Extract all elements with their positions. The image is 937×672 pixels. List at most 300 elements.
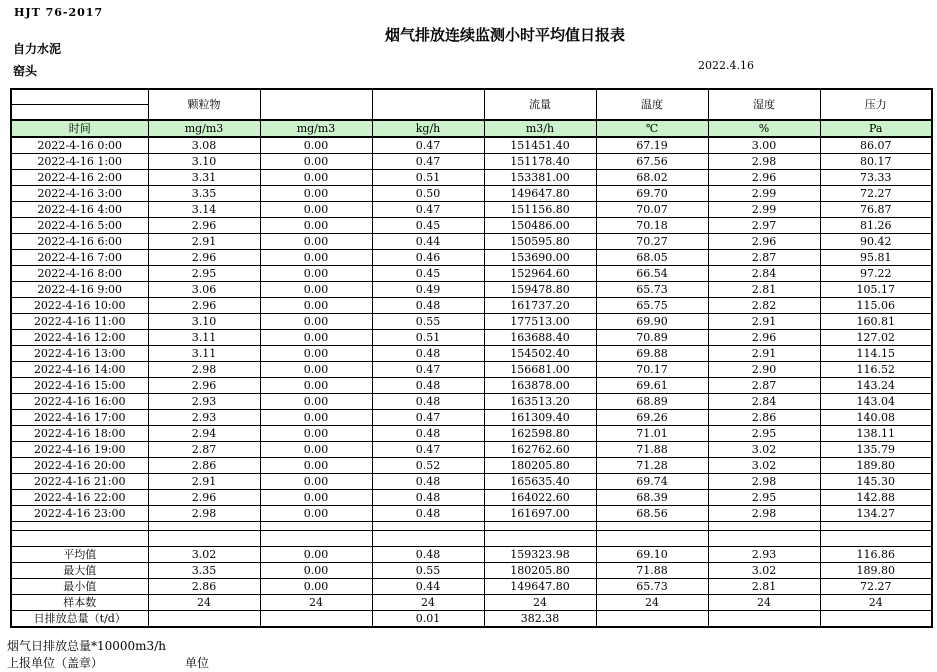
value-cell: 3.31 <box>148 170 260 186</box>
time-cell: 2022-4-16 19:00 <box>11 442 148 458</box>
footer-total-note: 烟气日排放总量*10000m3/h <box>7 639 166 653</box>
summary-value-cell: 189.80 <box>820 563 932 579</box>
value-cell: 68.05 <box>596 250 708 266</box>
report-table <box>10 88 933 628</box>
summary-value-cell: 72.27 <box>820 579 932 595</box>
value-cell: 163513.20 <box>484 394 596 410</box>
value-cell: 2.91 <box>708 314 820 330</box>
value-cell: 2.98 <box>708 506 820 522</box>
time-cell: 2022-4-16 8:00 <box>11 266 148 282</box>
value-cell: 0.47 <box>372 442 484 458</box>
value-cell: 3.06 <box>148 282 260 298</box>
value-cell: 2.96 <box>148 490 260 506</box>
table-row <box>11 346 932 362</box>
value-cell: 68.56 <box>596 506 708 522</box>
summary-value-cell: 65.73 <box>596 579 708 595</box>
summary-value-cell: 2.81 <box>708 579 820 595</box>
summary-row <box>11 595 932 611</box>
summary-value-cell: 24 <box>484 595 596 611</box>
value-cell: 69.90 <box>596 314 708 330</box>
table-body <box>11 137 932 627</box>
value-cell: 65.75 <box>596 298 708 314</box>
value-cell: 2.96 <box>148 218 260 234</box>
summary-value-cell: 0.01 <box>372 611 484 628</box>
summary-value-cell: 69.10 <box>596 547 708 563</box>
value-cell: 0.47 <box>372 362 484 378</box>
value-cell: 153381.00 <box>484 170 596 186</box>
summary-value-cell: 2.93 <box>708 547 820 563</box>
table-row <box>11 298 932 314</box>
value-cell: 0.00 <box>260 458 372 474</box>
empty-cell <box>596 522 708 531</box>
spacer-row <box>11 531 932 547</box>
value-cell: 68.02 <box>596 170 708 186</box>
table-row <box>11 314 932 330</box>
empty-cell <box>11 522 148 531</box>
empty-cell <box>148 522 260 531</box>
value-cell: 140.08 <box>820 410 932 426</box>
value-cell: 0.47 <box>372 410 484 426</box>
table-row <box>11 170 932 186</box>
value-cell: 68.39 <box>596 490 708 506</box>
summary-value-cell <box>596 611 708 628</box>
value-cell: 70.07 <box>596 202 708 218</box>
value-cell: 70.18 <box>596 218 708 234</box>
summary-label-cell: 样本数 <box>11 595 148 611</box>
summary-label-cell: 最大值 <box>11 563 148 579</box>
summary-value-cell: 149647.80 <box>484 579 596 595</box>
summary-row <box>11 611 932 628</box>
time-cell: 2022-4-16 7:00 <box>11 250 148 266</box>
value-cell: 0.51 <box>372 170 484 186</box>
value-cell: 0.00 <box>260 346 372 362</box>
value-cell: 0.00 <box>260 202 372 218</box>
value-cell: 2.99 <box>708 186 820 202</box>
value-cell: 0.00 <box>260 410 372 426</box>
value-cell: 2.98 <box>708 154 820 170</box>
value-cell: 165635.40 <box>484 474 596 490</box>
summary-value-cell: 2.86 <box>148 579 260 595</box>
summary-row <box>11 579 932 595</box>
empty-cell <box>372 531 484 547</box>
value-cell: 2.91 <box>708 346 820 362</box>
value-cell: 69.61 <box>596 378 708 394</box>
time-cell: 2022-4-16 22:00 <box>11 490 148 506</box>
value-cell: 2.87 <box>148 442 260 458</box>
summary-value-cell: 3.02 <box>148 547 260 563</box>
time-cell: 2022-4-16 3:00 <box>11 186 148 202</box>
value-cell: 81.26 <box>820 218 932 234</box>
summary-value-cell: 116.86 <box>820 547 932 563</box>
time-cell: 2022-4-16 12:00 <box>11 330 148 346</box>
value-cell: 135.79 <box>820 442 932 458</box>
value-cell: 162762.60 <box>484 442 596 458</box>
value-cell: 161737.20 <box>484 298 596 314</box>
table-row <box>11 330 932 346</box>
summary-value-cell: 3.02 <box>708 563 820 579</box>
table-row <box>11 154 932 170</box>
value-cell: 2.93 <box>148 410 260 426</box>
table-row <box>11 458 932 474</box>
time-cell: 2022-4-16 15:00 <box>11 378 148 394</box>
table-row <box>11 362 932 378</box>
table-row <box>11 250 932 266</box>
value-cell: 2.86 <box>708 410 820 426</box>
value-cell: 2.96 <box>148 298 260 314</box>
value-cell: 163688.40 <box>484 330 596 346</box>
time-cell: 2022-4-16 21:00 <box>11 474 148 490</box>
value-cell: 138.11 <box>820 426 932 442</box>
summary-label-cell: 日排放总量（t/d） <box>11 611 148 628</box>
table-row <box>11 506 932 522</box>
value-cell: 2.86 <box>148 458 260 474</box>
value-cell: 0.00 <box>260 490 372 506</box>
summary-value-cell: 24 <box>708 595 820 611</box>
summary-value-cell: 24 <box>596 595 708 611</box>
summary-value-cell: 24 <box>372 595 484 611</box>
value-cell: 143.24 <box>820 378 932 394</box>
value-cell: 3.10 <box>148 154 260 170</box>
summary-value-cell: 180205.80 <box>484 563 596 579</box>
value-cell: 3.02 <box>708 458 820 474</box>
value-cell: 73.33 <box>820 170 932 186</box>
group-header-cell: 温度 <box>596 89 708 120</box>
value-cell: 0.00 <box>260 474 372 490</box>
value-cell: 3.10 <box>148 314 260 330</box>
value-cell: 0.00 <box>260 314 372 330</box>
value-cell: 145.30 <box>820 474 932 490</box>
unit-header-cell: ℃ <box>596 120 708 137</box>
value-cell: 164022.60 <box>484 490 596 506</box>
value-cell: 2.87 <box>708 378 820 394</box>
value-cell: 154502.40 <box>484 346 596 362</box>
unit-header-cell: Pa <box>820 120 932 137</box>
value-cell: 0.00 <box>260 282 372 298</box>
value-cell: 0.47 <box>372 202 484 218</box>
value-cell: 69.74 <box>596 474 708 490</box>
summary-value-cell: 24 <box>820 595 932 611</box>
group-header-cell: 颗粒物 <box>148 89 260 120</box>
value-cell: 2.87 <box>708 250 820 266</box>
value-cell: 177513.00 <box>484 314 596 330</box>
table-row <box>11 282 932 298</box>
value-cell: 116.52 <box>820 362 932 378</box>
value-cell: 163878.00 <box>484 378 596 394</box>
value-cell: 0.00 <box>260 218 372 234</box>
value-cell: 0.51 <box>372 330 484 346</box>
empty-cell <box>372 522 484 531</box>
value-cell: 3.08 <box>148 137 260 154</box>
empty-cell <box>260 522 372 531</box>
group-header-cell <box>260 89 372 120</box>
value-cell: 153690.00 <box>484 250 596 266</box>
value-cell: 2.95 <box>708 426 820 442</box>
summary-row <box>11 547 932 563</box>
value-cell: 159478.80 <box>484 282 596 298</box>
value-cell: 0.52 <box>372 458 484 474</box>
value-cell: 0.00 <box>260 394 372 410</box>
value-cell: 0.48 <box>372 346 484 362</box>
value-cell: 67.56 <box>596 154 708 170</box>
value-cell: 2.96 <box>708 330 820 346</box>
company-name: 自力水泥 <box>13 42 62 56</box>
empty-cell <box>820 531 932 547</box>
time-cell: 2022-4-16 5:00 <box>11 218 148 234</box>
value-cell: 161309.40 <box>484 410 596 426</box>
table-row <box>11 137 932 154</box>
value-cell: 0.00 <box>260 362 372 378</box>
value-cell: 90.42 <box>820 234 932 250</box>
group-header-cell: 压力 <box>820 89 932 120</box>
summary-value-cell: 0.00 <box>260 547 372 563</box>
summary-value-cell <box>260 611 372 628</box>
value-cell: 66.54 <box>596 266 708 282</box>
value-cell: 151156.80 <box>484 202 596 218</box>
summary-label-cell: 最小值 <box>11 579 148 595</box>
value-cell: 0.44 <box>372 234 484 250</box>
time-cell: 2022-4-16 2:00 <box>11 170 148 186</box>
value-cell: 0.48 <box>372 298 484 314</box>
value-cell: 0.00 <box>260 170 372 186</box>
value-cell: 0.00 <box>260 234 372 250</box>
summary-value-cell: 24 <box>260 595 372 611</box>
station-name: 窑头 <box>13 64 38 78</box>
doc-code: HJT 76-2017 <box>14 6 104 19</box>
value-cell: 2.95 <box>708 490 820 506</box>
group-header-cell <box>372 89 484 120</box>
value-cell: 134.27 <box>820 506 932 522</box>
time-cell: 2022-4-16 18:00 <box>11 426 148 442</box>
value-cell: 151451.40 <box>484 137 596 154</box>
value-cell: 0.00 <box>260 266 372 282</box>
value-cell: 2.96 <box>708 170 820 186</box>
value-cell: 0.45 <box>372 218 484 234</box>
value-cell: 3.14 <box>148 202 260 218</box>
summary-value-cell: 0.48 <box>372 547 484 563</box>
spacer-row <box>11 522 932 531</box>
value-cell: 69.26 <box>596 410 708 426</box>
value-cell: 143.04 <box>820 394 932 410</box>
time-cell: 2022-4-16 6:00 <box>11 234 148 250</box>
summary-label-cell: 平均值 <box>11 547 148 563</box>
value-cell: 3.11 <box>148 330 260 346</box>
table-row <box>11 186 932 202</box>
time-cell: 2022-4-16 23:00 <box>11 506 148 522</box>
report-unit-label: 上报单位（盖章） <box>7 656 104 670</box>
time-cell: 2022-4-16 14:00 <box>11 362 148 378</box>
page-title: 烟气排放连续监测小时平均值日报表 <box>384 26 625 44</box>
summary-row <box>11 563 932 579</box>
value-cell: 0.48 <box>372 426 484 442</box>
value-cell: 2.82 <box>708 298 820 314</box>
value-cell: 0.49 <box>372 282 484 298</box>
value-cell: 0.00 <box>260 378 372 394</box>
time-cell: 2022-4-16 1:00 <box>11 154 148 170</box>
value-cell: 2.84 <box>708 266 820 282</box>
time-cell: 2022-4-16 11:00 <box>11 314 148 330</box>
value-cell: 0.47 <box>372 137 484 154</box>
value-cell: 2.95 <box>148 266 260 282</box>
value-cell: 2.97 <box>708 218 820 234</box>
value-cell: 2.94 <box>148 426 260 442</box>
value-cell: 3.11 <box>148 346 260 362</box>
value-cell: 86.07 <box>820 137 932 154</box>
empty-cell <box>260 531 372 547</box>
empty-cell <box>11 531 148 547</box>
value-cell: 0.48 <box>372 394 484 410</box>
summary-value-cell: 3.35 <box>148 563 260 579</box>
table-row <box>11 394 932 410</box>
summary-value-cell: 0.55 <box>372 563 484 579</box>
value-cell: 2.93 <box>148 394 260 410</box>
value-cell: 71.01 <box>596 426 708 442</box>
value-cell: 0.45 <box>372 266 484 282</box>
value-cell: 80.17 <box>820 154 932 170</box>
value-cell: 2.84 <box>708 394 820 410</box>
table-head <box>11 89 932 137</box>
empty-cell <box>148 531 260 547</box>
value-cell: 2.96 <box>708 234 820 250</box>
value-cell: 3.35 <box>148 186 260 202</box>
value-cell: 69.88 <box>596 346 708 362</box>
value-cell: 67.19 <box>596 137 708 154</box>
table-row <box>11 266 932 282</box>
table-row <box>11 474 932 490</box>
value-cell: 71.28 <box>596 458 708 474</box>
value-cell: 76.87 <box>820 202 932 218</box>
value-cell: 3.00 <box>708 137 820 154</box>
table-row <box>11 490 932 506</box>
time-header-cell: 时间 <box>11 120 148 137</box>
summary-value-cell: 0.00 <box>260 579 372 595</box>
value-cell: 69.70 <box>596 186 708 202</box>
table-row <box>11 218 932 234</box>
time-cell: 2022-4-16 17:00 <box>11 410 148 426</box>
summary-value-cell: 382.38 <box>484 611 596 628</box>
summary-value-cell: 24 <box>148 595 260 611</box>
time-cell: 2022-4-16 13:00 <box>11 346 148 362</box>
value-cell: 72.27 <box>820 186 932 202</box>
table-row <box>11 410 932 426</box>
value-cell: 0.48 <box>372 378 484 394</box>
group-header-cell: 流量 <box>484 89 596 120</box>
value-cell: 127.02 <box>820 330 932 346</box>
value-cell: 142.88 <box>820 490 932 506</box>
value-cell: 149647.80 <box>484 186 596 202</box>
unit-header-cell: % <box>708 120 820 137</box>
value-cell: 189.80 <box>820 458 932 474</box>
value-cell: 0.48 <box>372 490 484 506</box>
value-cell: 3.02 <box>708 442 820 458</box>
unit-header-cell: mg/m3 <box>148 120 260 137</box>
table-row <box>11 426 932 442</box>
value-cell: 0.00 <box>260 250 372 266</box>
value-cell: 97.22 <box>820 266 932 282</box>
value-cell: 2.98 <box>148 362 260 378</box>
summary-value-cell: 71.88 <box>596 563 708 579</box>
unit-label: 单位 <box>185 656 210 670</box>
value-cell: 2.98 <box>148 506 260 522</box>
value-cell: 0.50 <box>372 186 484 202</box>
report-date: 2022.4.16 <box>698 59 754 72</box>
time-cell: 2022-4-16 0:00 <box>11 137 148 154</box>
summary-value-cell <box>820 611 932 628</box>
value-cell: 0.00 <box>260 426 372 442</box>
value-cell: 0.00 <box>260 186 372 202</box>
summary-value-cell <box>148 611 260 628</box>
empty-cell <box>708 531 820 547</box>
unit-header-cell: m3/h <box>484 120 596 137</box>
value-cell: 2.81 <box>708 282 820 298</box>
value-cell: 70.89 <box>596 330 708 346</box>
table-row <box>11 378 932 394</box>
value-cell: 105.17 <box>820 282 932 298</box>
summary-value-cell <box>708 611 820 628</box>
value-cell: 150486.00 <box>484 218 596 234</box>
value-cell: 70.27 <box>596 234 708 250</box>
value-cell: 114.15 <box>820 346 932 362</box>
value-cell: 0.47 <box>372 154 484 170</box>
value-cell: 150595.80 <box>484 234 596 250</box>
time-cell: 2022-4-16 16:00 <box>11 394 148 410</box>
value-cell: 2.90 <box>708 362 820 378</box>
summary-value-cell: 0.44 <box>372 579 484 595</box>
value-cell: 0.00 <box>260 330 372 346</box>
unit-header-cell: kg/h <box>372 120 484 137</box>
value-cell: 2.96 <box>148 378 260 394</box>
group-header-cell: 湿度 <box>708 89 820 120</box>
value-cell: 0.00 <box>260 442 372 458</box>
value-cell: 2.96 <box>148 250 260 266</box>
value-cell: 160.81 <box>820 314 932 330</box>
value-cell: 2.99 <box>708 202 820 218</box>
summary-value-cell: 159323.98 <box>484 547 596 563</box>
value-cell: 0.00 <box>260 298 372 314</box>
empty-cell <box>820 522 932 531</box>
value-cell: 70.17 <box>596 362 708 378</box>
table-row <box>11 442 932 458</box>
time-cell: 2022-4-16 10:00 <box>11 298 148 314</box>
value-cell: 151178.40 <box>484 154 596 170</box>
empty-cell <box>708 522 820 531</box>
value-cell: 180205.80 <box>484 458 596 474</box>
value-cell: 115.06 <box>820 298 932 314</box>
value-cell: 2.91 <box>148 234 260 250</box>
value-cell: 0.55 <box>372 314 484 330</box>
empty-cell <box>484 522 596 531</box>
value-cell: 0.00 <box>260 137 372 154</box>
value-cell: 0.48 <box>372 506 484 522</box>
value-cell: 161697.00 <box>484 506 596 522</box>
empty-cell <box>484 531 596 547</box>
value-cell: 156681.00 <box>484 362 596 378</box>
value-cell: 152964.60 <box>484 266 596 282</box>
value-cell: 65.73 <box>596 282 708 298</box>
value-cell: 0.00 <box>260 154 372 170</box>
unit-header-cell: mg/m3 <box>260 120 372 137</box>
value-cell: 0.48 <box>372 474 484 490</box>
time-cell: 2022-4-16 9:00 <box>11 282 148 298</box>
value-cell: 2.98 <box>708 474 820 490</box>
value-cell: 2.91 <box>148 474 260 490</box>
table-row <box>11 234 932 250</box>
value-cell: 0.46 <box>372 250 484 266</box>
value-cell: 162598.80 <box>484 426 596 442</box>
summary-value-cell: 0.00 <box>260 563 372 579</box>
value-cell: 0.00 <box>260 506 372 522</box>
time-group-cell <box>11 89 148 120</box>
time-cell: 2022-4-16 4:00 <box>11 202 148 218</box>
